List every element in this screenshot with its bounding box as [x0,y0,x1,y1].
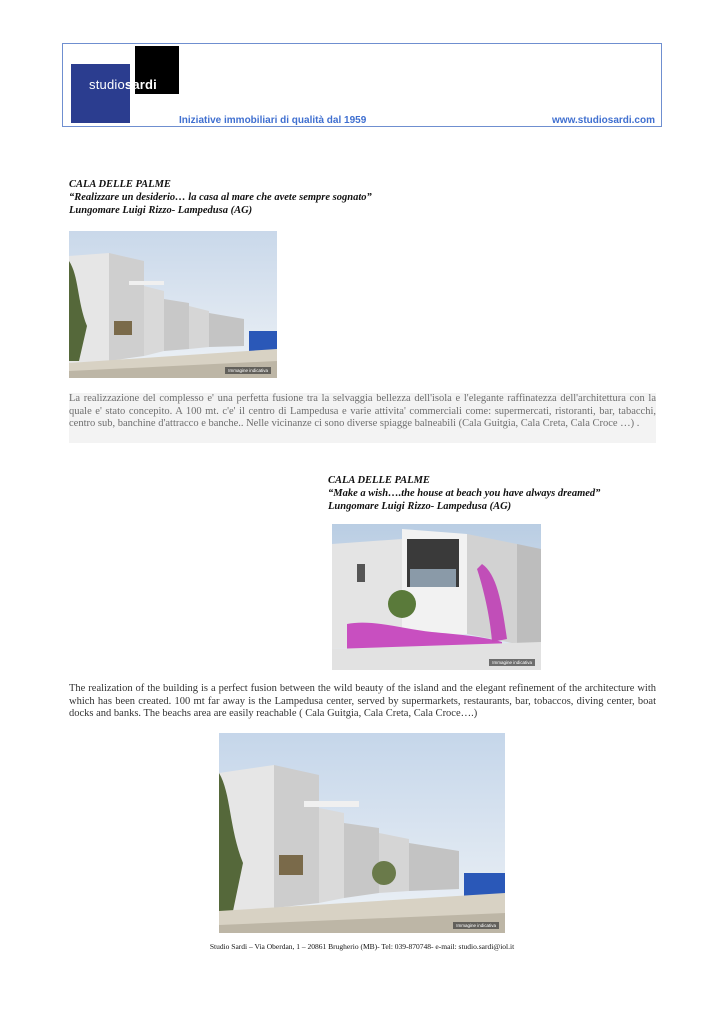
letterhead [62,43,662,127]
description-italian: La realizzazione del complesso e' una perfetta fusione tra la selvaggia bellezza dell'isola e l'elegante raffinatezza dell'architettura con la quale e' stato concepito. A 100 mt. c'e' il centro di Lampedusa e varie attivita' commerciali come: supermercati, ristoranti, bar, tabacchi, centro sub, banchine d'attracco e banche.. Nelle vicinanze ci sono diverse spiagge balneabili (Cala Guitgia, Cala Creta, Cala Croce …) . [69,393,656,443]
heading-address: Lungomare Luigi Rizzo- Lampedusa (AG) [69,205,253,216]
photo-watermark: Immagine indicativa [489,659,535,666]
description-english: The realization of the building is a perfect fusion between the wild beauty of the island and the elegant refinement of the architecture with which has been created. 100 mt far away is the Lampedusa center, served by supermarkets, restaurants, bar, tobaccos, diving center, boat docks and banks. The beachs area are easily reachable ( Cala Guitgia, Cala Creta, Cala Croce….) [69,683,656,720]
heading-subtitle: “Make a wish….the house at beach you have always dreamed” [328,488,601,499]
logo-text-studio: studio [89,77,125,92]
photo-watermark: Immagine indicativa [453,922,499,929]
heading-italian [69,178,372,217]
building-photo-1 [69,231,277,378]
building-photo-2 [332,524,541,670]
heading-title: CALA DELLE PALME [328,475,430,486]
footer-contact: Studio Sardi – Via Oberdan, 1 – 20861 Brugherio (MB)- Tel: 039-870748- e-mail: studio.sardi@iol.it [209,942,515,951]
heading-address: Lungomare Luigi Rizzo- Lampedusa (AG) [328,501,512,512]
tagline: Iniziative immobiliari di qualità dal 1959 [179,115,367,126]
logo-blue-square [71,64,130,123]
heading-english [328,474,600,513]
heading-title: CALA DELLE PALME [69,179,171,190]
company-logo [89,77,157,92]
logo-text-sardi: sardi [124,77,157,92]
photo-watermark: Immagine indicativa [225,367,271,374]
building-photo-3 [219,733,505,933]
website-link[interactable]: www.studiosardi.com [552,115,655,126]
heading-subtitle: “Realizzare un desiderio… la casa al mare che avete sempre sognato” [69,192,372,203]
